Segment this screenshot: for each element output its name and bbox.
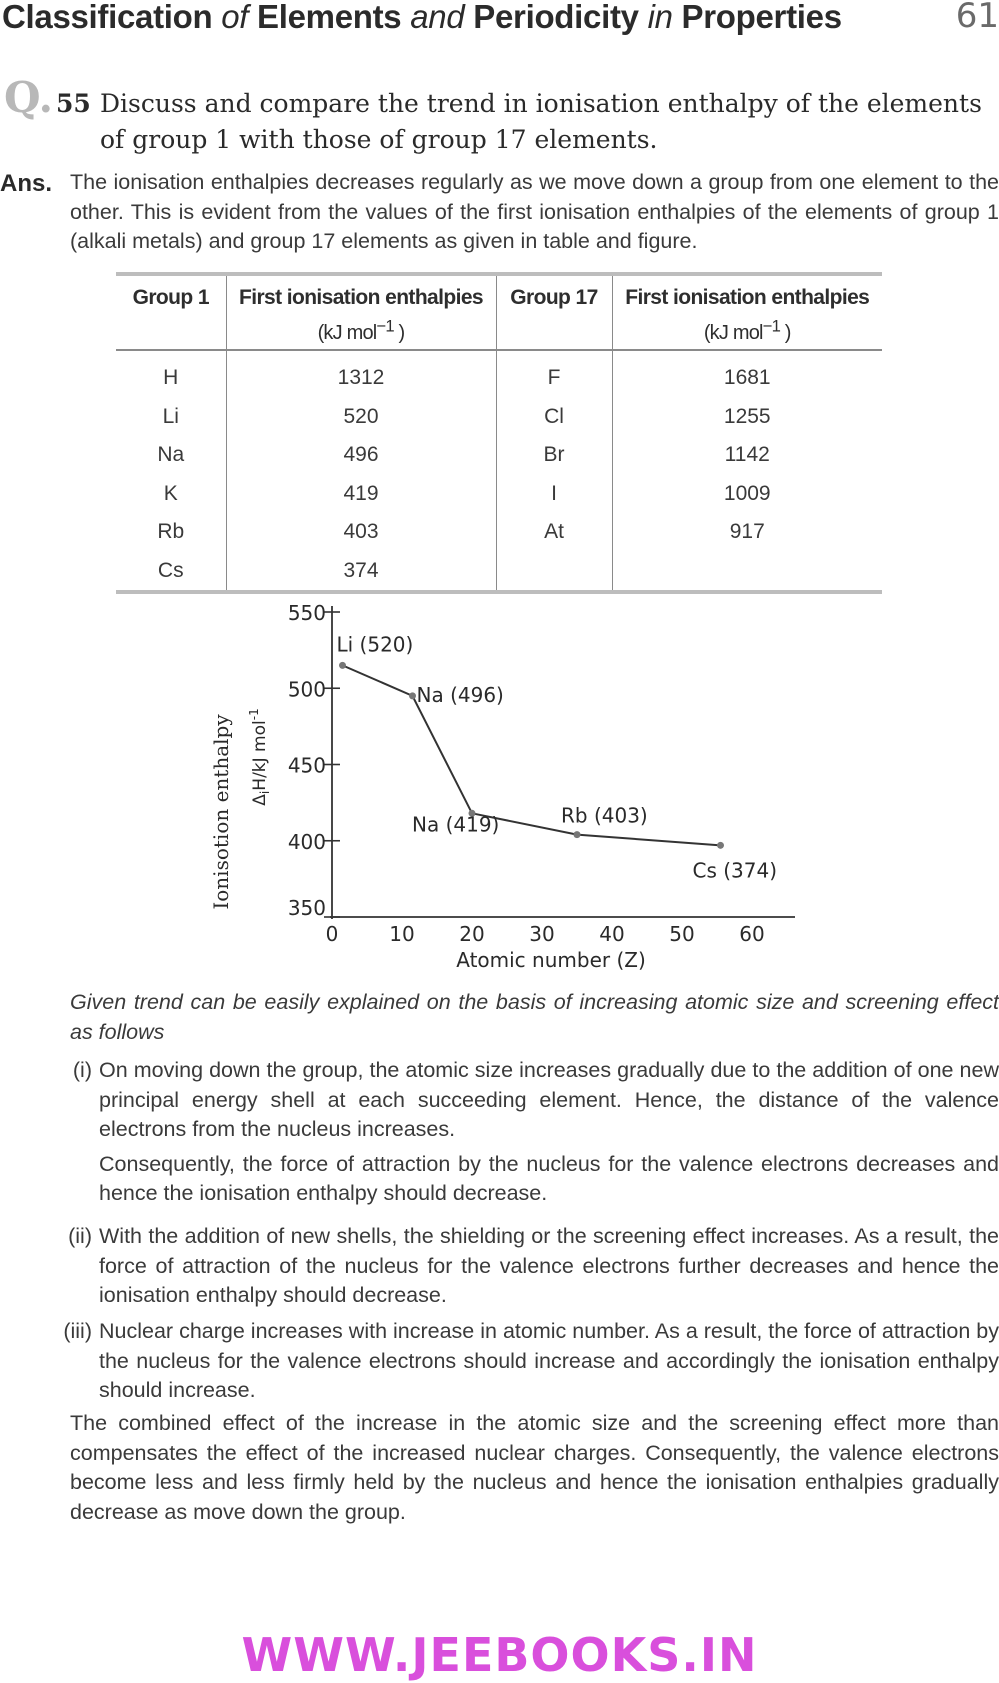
x-tick-label: 30 bbox=[529, 922, 555, 946]
y-tick-label: 400 bbox=[287, 829, 326, 854]
y-tick-label: 450 bbox=[287, 753, 326, 778]
y-axis-label: Ionisotion enthalpy bbox=[209, 714, 233, 910]
list-paragraph: With the addition of new shells, the shielding or the screening effect increases. As a result, the force of attraction of the nucleus for the valence electrons further decreases and hence the ionisation enthalpy should decrease. bbox=[99, 1224, 999, 1307]
data-label: Li (520) bbox=[336, 632, 414, 657]
table-cell: 1255 bbox=[723, 404, 771, 428]
header-group-17: Group 17 bbox=[496, 274, 612, 350]
data-point bbox=[717, 842, 724, 849]
table-cell: I bbox=[496, 475, 612, 514]
page-number: 61 bbox=[955, 0, 999, 36]
x-tick-label: 40 bbox=[599, 922, 625, 946]
list-item bbox=[68, 1222, 999, 1311]
table-row bbox=[116, 552, 882, 593]
data-label: Rb (403) bbox=[561, 803, 648, 828]
answer-label: Ans. bbox=[0, 170, 53, 197]
table-cell: 1009 bbox=[723, 481, 771, 505]
table-cell: 496 bbox=[226, 436, 496, 475]
unit-label: (kJ mol$^{-1}$ ) bbox=[703, 316, 791, 344]
list-marker: (i) bbox=[72, 1058, 92, 1082]
question-mark-label: Q. bbox=[4, 73, 54, 122]
table-cell: Br bbox=[496, 436, 612, 475]
table-cell: Li bbox=[116, 398, 226, 437]
list-item bbox=[63, 1317, 999, 1406]
data-label: Na (419) bbox=[412, 812, 500, 837]
table-cell: 1142 bbox=[724, 443, 770, 467]
x-tick-label: 0 bbox=[325, 922, 339, 946]
x-axis-label: Atomic number (Z) bbox=[456, 948, 646, 972]
table-row bbox=[116, 436, 882, 475]
table-cell: 419 bbox=[226, 475, 496, 514]
unit-label: (kJ mol$^{-1}$ ) bbox=[317, 316, 405, 344]
ionisation-chart bbox=[200, 592, 800, 982]
table-cell: 1681 bbox=[723, 366, 771, 390]
table-cell bbox=[612, 552, 882, 593]
x-tick-label: 10 bbox=[389, 922, 415, 946]
header-enthalpy-1: First ionisation enthalpies (kJ mol$^{-1}$ ) bbox=[226, 274, 496, 350]
table-cell bbox=[496, 552, 612, 593]
data-point bbox=[409, 692, 416, 699]
table-cell: H bbox=[116, 350, 226, 398]
question-block bbox=[4, 73, 999, 158]
ionisation-table bbox=[116, 272, 882, 594]
table-cell: 520 bbox=[226, 398, 496, 437]
chart-svg bbox=[200, 592, 800, 982]
table-cell: 403 bbox=[226, 513, 496, 552]
list-paragraph: Consequently, the force of attraction by the nucleus for the valence electrons decreases and hence the ionisation enthalpy should decrease. bbox=[99, 1151, 999, 1205]
table-cell: Cl bbox=[496, 398, 612, 437]
table-cell: 1312 bbox=[226, 350, 496, 398]
data-label: Na (496) bbox=[416, 682, 504, 707]
data-point bbox=[574, 831, 581, 838]
header-enthalpy-17: First ionisation enthalpies (kJ mol$^{-1}$ ) bbox=[612, 274, 882, 350]
list-marker: (iii) bbox=[63, 1319, 92, 1343]
table-cell: K bbox=[116, 475, 226, 514]
table-cell: At bbox=[496, 513, 612, 552]
x-tick-label: 60 bbox=[739, 922, 765, 946]
chapter-title: Classification of Elements and Periodicity in Properties bbox=[2, 0, 842, 35]
table-cell: F bbox=[496, 350, 612, 398]
data-label: Cs (374) bbox=[692, 858, 778, 883]
table-cell: Rb bbox=[116, 513, 226, 552]
table-row bbox=[116, 513, 882, 552]
explanation-lead: Given trend can be easily explained on the basis of increasing atomic size and screening effect as follows bbox=[70, 990, 999, 1044]
table-cell: 374 bbox=[226, 552, 496, 593]
table-cell: 917 bbox=[729, 520, 765, 544]
list-marker: (ii) bbox=[68, 1224, 92, 1248]
question-number: 55 bbox=[56, 89, 91, 118]
list-item bbox=[72, 1056, 999, 1209]
watermark: WWW.JEEBOOKS.IN bbox=[241, 1628, 758, 1682]
header-group-1: Group 1 bbox=[116, 274, 226, 350]
list-paragraph: Nuclear charge increases with increase in atomic number. As a result, the force of attraction by the nucleus for the valence electrons should increase and accordingly the ionisation enthalpy should increase. bbox=[99, 1319, 999, 1402]
table-row bbox=[116, 398, 882, 437]
conclusion-paragraph: The combined effect of the increase in the atomic size and the screening effect more than compensates the effect of the increased nuclear charges. Consequently, the valence electrons become less and less firmly held by the nucleus and hence the ionisation enthalpies gradually decrease as move down the group. bbox=[70, 1411, 999, 1524]
y-tick-label: 350 bbox=[287, 896, 326, 920]
table-cell: Na bbox=[116, 436, 226, 475]
table-cell: Cs bbox=[116, 552, 226, 593]
list-paragraph: On moving down the group, the atomic size increases gradually due to the addition of one new principal energy shell at each succeeding element. Hence, the distance of the valence electrons from the nucleus increases. bbox=[99, 1058, 999, 1141]
series-line bbox=[343, 665, 721, 845]
data-point bbox=[339, 662, 346, 669]
table-row bbox=[116, 475, 882, 514]
x-tick-label: 20 bbox=[459, 922, 485, 946]
x-tick-label: 50 bbox=[669, 922, 695, 946]
running-header bbox=[0, 0, 999, 38]
y-tick-label: 550 bbox=[287, 601, 326, 625]
y-tick-label: 500 bbox=[287, 677, 326, 702]
y-axis-unit-label: $\Delta_iH/kJ$ mol$^{-1}$ bbox=[247, 708, 272, 806]
table-row bbox=[116, 350, 882, 398]
question-text: Discuss and compare the trend in ionisation enthalpy of the elements of group 1 with those of group 17 elements. bbox=[100, 89, 982, 154]
answer-intro: The ionisation enthalpies decreases regularly as we move down a group from one element to the other. This is evident from the values of the first ionisation enthalpies of the elements of group 1 (alkali metals) and group 17 elements as given in table and figure. bbox=[70, 170, 999, 253]
